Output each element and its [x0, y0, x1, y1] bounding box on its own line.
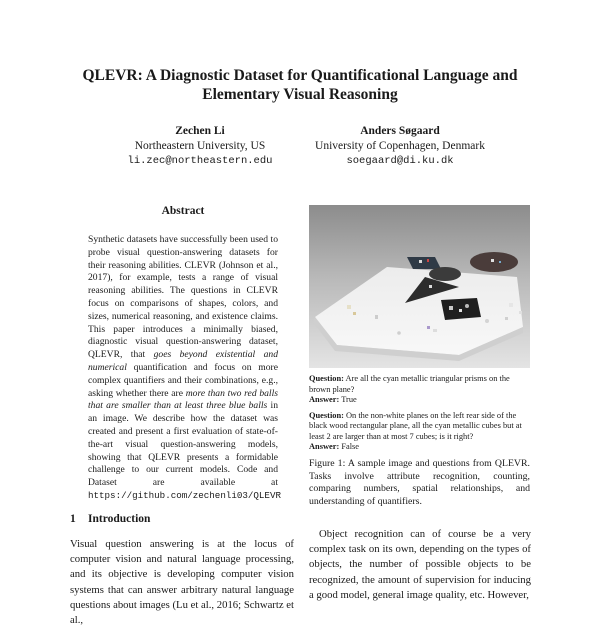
question-1 — [309, 374, 530, 406]
rendered-scene-image — [309, 205, 530, 368]
answer-text: False — [341, 442, 360, 451]
author-email: soegaard@di.ku.dk — [346, 155, 454, 167]
abstract-text-part: quantification and focus on more complex quantifiers and their combinations, e.g., asking whether there are — [88, 361, 278, 399]
author-affiliation: University of Copenhagen, Denmark — [315, 140, 485, 152]
round-plane-middle — [429, 267, 461, 281]
question-2 — [309, 411, 530, 453]
section-title: Introduction — [88, 513, 151, 525]
figure-caption: Figure 1: A sample image and questions from QLEVR. Tasks involve attribute recognition, counting, comparing numbers, spatial relationships, and understanding of quantifiers. — [309, 458, 530, 507]
paper-title-line-1: QLEVR: A Diagnostic Dataset for Quantificational Language and — [82, 67, 518, 84]
abstract-text — [88, 234, 281, 503]
author-email: li.zec@northeastern.edu — [127, 155, 273, 167]
question-text: Are all the cyan metallic triangular prisms on the brown plane? — [309, 374, 510, 394]
paper-title — [60, 66, 540, 104]
abstract-text-part: in an image. We describe how the dataset was created and present a first evaluation of state-of-the-art visual question-answering models, showing that QLEVR presents a formidable challenge to our current models. Code and Dataset are available at — [88, 400, 278, 489]
author-block-2 — [285, 124, 515, 169]
question-text: On the non-white planes on the left rear side of the black wood rectangular plane, all the cyan metallic cubes but at least 2 are larger than at most 7 cubes; is it right? — [309, 410, 522, 441]
paper-title-line-2: Elementary Visual Reasoning — [202, 86, 398, 103]
dark-plane-rear — [407, 257, 441, 269]
section-heading — [70, 513, 290, 525]
answer-text: True — [341, 395, 357, 404]
abstract-emphasis: goes beyond existential and numerical — [88, 349, 278, 373]
abstract-text-part: Synthetic datasets have successfully been used to probe visual question-answering datasets for their reasoning abilities. CLEVR (Johnson et al., 2017), for example, tests a range of visual reasoning abilities. The questions in CLEVR focus on comparisons of shapes, colors, and sizes, numerical reasoning, and existence claims. This paper introduces a minimally biased, diagnostic visual question-answering dataset, QLEVR, that — [88, 234, 278, 361]
right-column-text: Object recognition can of course be a very complex task on its own, depending on the types of objects, the number of possible objects to be recognized, the amount of supervision for inducing a good model, general image quality, etc. However, — [309, 528, 531, 601]
author-affiliation: Northeastern University, US — [134, 140, 266, 152]
abstract-heading: Abstract — [161, 205, 205, 217]
abstract-emphasis: more than two red balls that are smaller than at least three blue balls — [88, 387, 278, 412]
author-name: Anders Søgaard — [360, 125, 440, 137]
figure-image — [309, 205, 530, 368]
introduction-text: Visual question answering is at the locus of computer vision and natural language processing, and its objective is developing computer vision systems that can answer arbitrary natural language questions about images (Lu et al., 2016; Schwartz et al., — [70, 538, 294, 627]
code-link[interactable]: https://github.com/zechenli03/QLEVR — [88, 489, 281, 501]
section-number: 1 — [70, 513, 76, 525]
answer-label: Answer: — [309, 442, 340, 451]
figure-questions — [309, 374, 530, 458]
author-block-1 — [85, 124, 315, 169]
author-name: Zechen Li — [175, 125, 225, 137]
question-label: Question: — [309, 374, 344, 383]
question-label: Question: — [309, 410, 344, 420]
answer-label: Answer: — [309, 395, 340, 404]
